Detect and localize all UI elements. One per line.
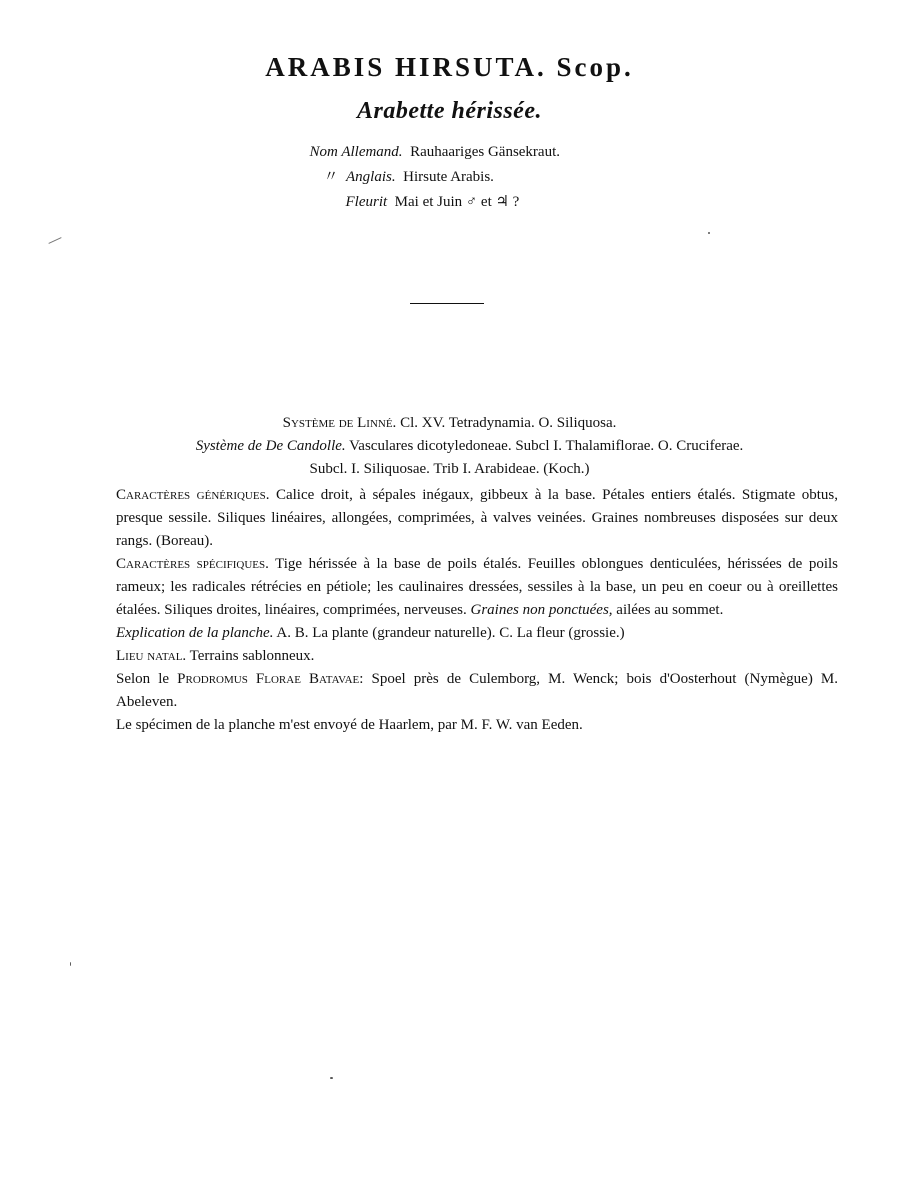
prodromus-label: Prodromus Florae Batavae: (177, 671, 364, 687)
classification-block (0, 412, 899, 481)
page-subtitle: Arabette hérissée. (357, 98, 542, 124)
english-name-row (310, 165, 630, 190)
plate-label: Explication de la planche. (116, 625, 274, 641)
specific-label: Caractères spécifiques. (116, 556, 269, 572)
candolle-row-2: Subcl. I. Siliquosae. Trib I. Arabideae. (Koch.) (309, 461, 590, 477)
linne-row (0, 412, 899, 435)
candolle-row (0, 435, 899, 458)
flowering-label: Fleurit (345, 194, 388, 210)
section-divider (410, 303, 484, 304)
prodromus-paragraph (116, 668, 838, 714)
generic-label: Caractères génériques. (116, 487, 270, 503)
candolle-label: Système de De Candolle. (195, 438, 346, 454)
description-body (116, 484, 838, 737)
specific-characters-paragraph (116, 553, 838, 622)
scan-mark (48, 237, 61, 244)
generic-characters-paragraph (116, 484, 838, 553)
flowering-period: Mai et Juin ♂ et ♃ ? (394, 194, 520, 210)
habitat-text: Terrains sablonneux. (189, 648, 315, 664)
linne-label: Système de Linné. (282, 415, 397, 431)
english-name: Hirsute Arabis. (403, 169, 494, 185)
habitat-label: Lieu natal. (116, 648, 187, 664)
specific-text: Tige hérissée à la base de poils étalés. Feuilles oblongues denticulées, hérissées de poils rameux; les radicales rétrécies en pétiole; les caulinaires dressées, sessiles à la base, un peu en coeur ou à oreillettes étalées. Siliques droites, linéaires, comprimées, nerveuses. (116, 556, 839, 618)
specimen-paragraph: Le spécimen de la planche m'est envoyé de Haarlem, par M. F. W. van Eeden. (116, 717, 583, 733)
english-label: Anglais. (346, 169, 396, 185)
prodromus-prefix: Selon le (116, 671, 170, 687)
habitat-paragraph (116, 645, 838, 668)
specific-italic: Graines non ponctuées, (470, 602, 613, 618)
flowering-row (310, 190, 630, 215)
linne-value: Cl. XV. Tetradynamia. O. Siliquosa. (400, 415, 617, 431)
scan-speck (70, 962, 71, 966)
candolle-value: Vasculares dicotyledoneae. Subcl I. Thalamiflorae. O. Cruciferae. (349, 438, 744, 454)
scan-speck (330, 1077, 333, 1079)
ditto-mark: 〃 (323, 169, 339, 185)
plate-explanation-paragraph (116, 622, 838, 645)
generic-text: Calice droit, à sépales inégaux, gibbeux à la base. Pétales entiers étalés. Stigmate obtus, presque sessile. Siliques linéaires, allongées, comprimées, à valves veinées. Graines nombreuses disposées sur deux rangs. (Boreau). (116, 487, 838, 549)
prodromus-text: Spoel près de Culemborg, M. Wenck; bois d'Oosterhout (Nymègue) M. Abeleven. (116, 671, 838, 710)
german-name: Rauhaariges Gänsekraut. (410, 144, 561, 160)
german-label: Nom Allemand. (309, 144, 403, 160)
plate-text: A. B. La plante (grandeur naturelle). C. La fleur (grossie.) (276, 625, 625, 641)
scan-speck (708, 232, 710, 234)
german-name-row (310, 140, 630, 165)
common-names-block (0, 140, 899, 215)
page-title: ARABIS HIRSUTA. Scop. (265, 52, 634, 82)
specific-end: ailées au sommet. (616, 602, 724, 618)
